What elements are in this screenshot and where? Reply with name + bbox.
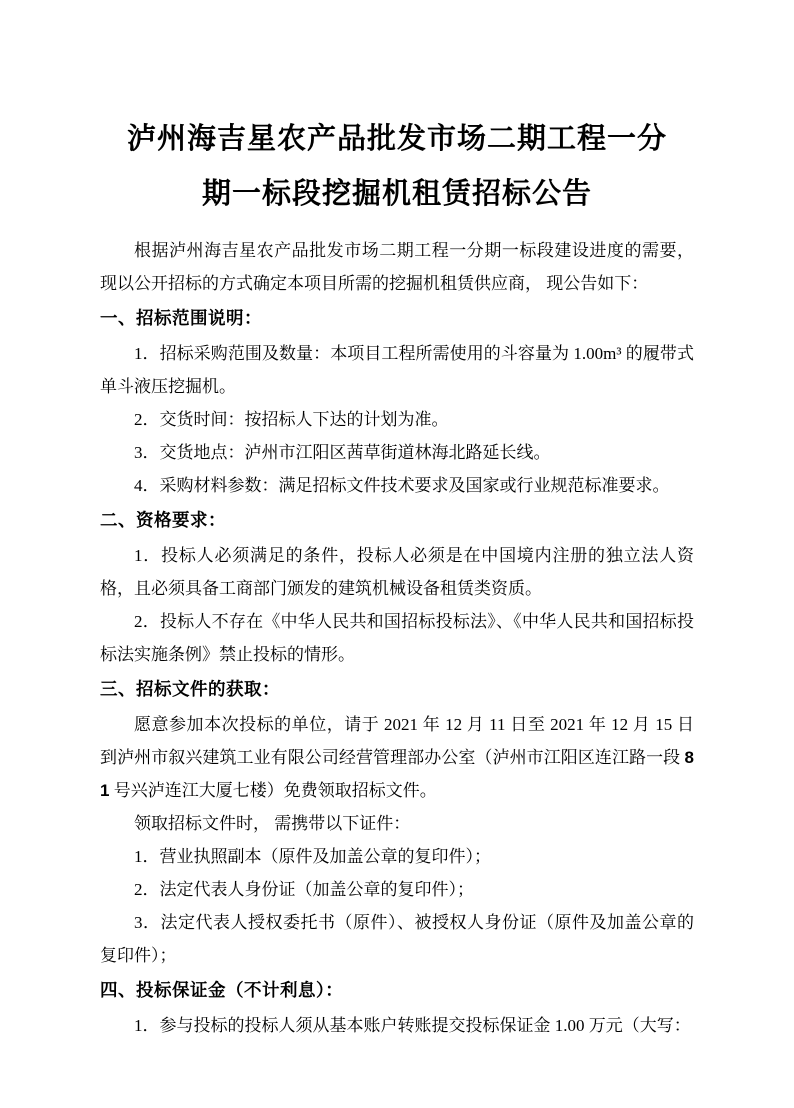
credential-item-3: 3．法定代表人授权委托书（原件）、被授权人身份证（原件及加盖公章的复印件）； <box>100 913 694 965</box>
credential-item-2: 2．法定代表人身份证（加盖公章的复印件）； <box>134 880 474 899</box>
scope-item-delivery-place: 3．交货地点：泸州市江阳区茜草街道林海北路延长线。 <box>134 443 551 462</box>
document-title <box>100 112 694 222</box>
document-title-line2: 期一标段挖掘机租赁招标公告 <box>201 178 592 210</box>
credential-item-1: 1．营业执照副本（原件及加盖公章的复印件）； <box>134 847 491 866</box>
section-4-heading: 四、投标保证金（不计利息）： <box>100 980 344 1000</box>
deposit-item-1: 1．参与投标的投标人须从基本账户转账提交投标保证金 1.00 万元（大写： <box>134 1016 691 1035</box>
section-1-heading: 一、招标范围说明： <box>100 308 262 328</box>
address-street-number: 81 <box>100 748 694 800</box>
section-3-heading: 三、招标文件的获取： <box>100 679 280 699</box>
scope-item-parameters: 4．采购材料参数：满足招标文件技术要求及国家或行业规范标准要求。 <box>134 476 670 495</box>
collection-paragraph-before: 愿意参加本次投标的单位，请于 2021 年 12 月 11 日至 2021 年 12 月 15 日到泸州市叙兴建筑工业有限公司经营管理部办公室（泸州市江阳区连江路一段 <box>100 715 694 767</box>
collection-paragraph-after: 号兴泸连江大厦七楼）免费领取招标文件。 <box>109 781 437 800</box>
qualification-item-1: 1．投标人必须满足的条件，投标人必须是在中国境内注册的独立法人资格，且必须具备工商部门颁发的建筑机械设备租赁类资质。 <box>100 546 694 598</box>
intro-paragraph: 根据泸州海吉星农产品批发市场二期工程一分期一标段建设进度的需要，现以公开招标的方式确定本项目所需的挖掘机租赁供应商， 现公告如下： <box>100 241 694 293</box>
document-collection-paragraph <box>100 708 694 807</box>
section-2-heading: 二、资格要求： <box>100 510 226 530</box>
document-title-line1: 泸州海吉星农产品批发市场二期工程一分 <box>126 123 667 155</box>
document-pickup-note: 领取招标文件时， 需携带以下证件： <box>134 814 411 833</box>
qualification-item-2: 2．投标人不存在《中华人民共和国招标投标法》、《中华人民共和国招标投标法实施条例》禁止投标的情形。 <box>100 612 694 664</box>
scope-item-delivery-time: 2．交货时间：按招标人下达的计划为准。 <box>134 410 449 429</box>
scope-item-quantity: 1．招标采购范围及数量：本项目工程所需使用的斗容量为 1.00m³ 的履带式单斗液压挖掘机。 <box>100 344 694 396</box>
